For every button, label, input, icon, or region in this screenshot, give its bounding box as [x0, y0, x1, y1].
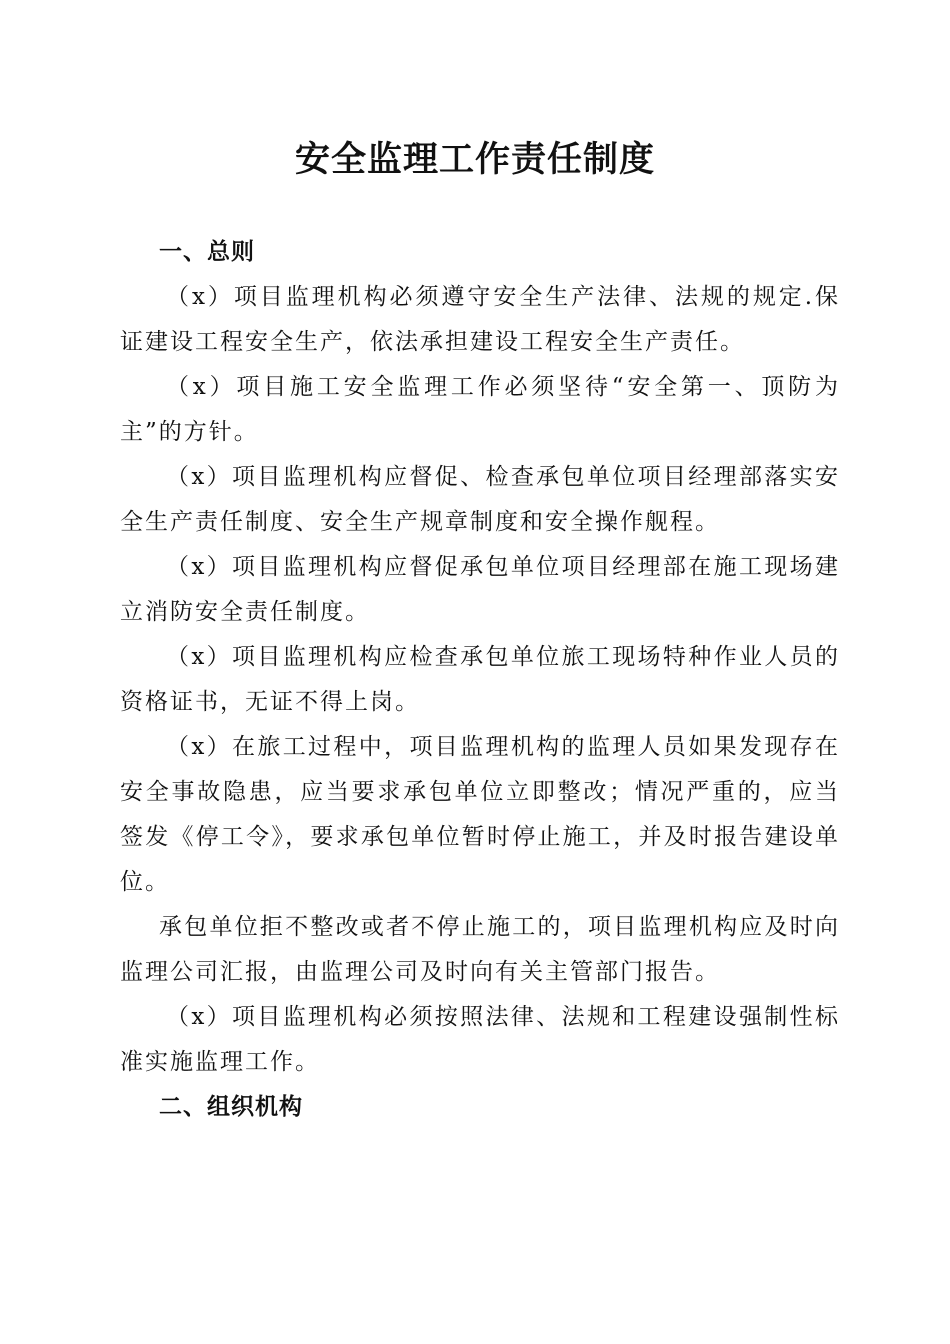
- paragraph-6: （x）在旅工过程中，项目监理机构的监理人员如果发现存在安全事故隐患，应当要求承包单位立即整改；情况严重的，应当签发《停工令》，要求承包单位暂时停止施工，并及时报告建设单位。: [120, 734, 840, 895]
- paragraph-7: 承包单位拒不整改或者不停止施工的，项目监理机构应及时向监理公司汇报，由监理公司及时向有关主管部门报告。: [120, 914, 840, 985]
- paragraph-4: （x）项目监理机构应督促承包单位项目经理部在施工现场建立消防安全责任制度。: [120, 554, 840, 625]
- section-heading-organization: 二、组织机构: [159, 1094, 303, 1120]
- paragraph-1: （x）项目监理机构必须遵守安全生产法律、法规的规定.保证建设工程安全生产，依法承担建设工程安全生产责任。: [120, 284, 840, 355]
- paragraph-5: （x）项目监理机构应检查承包单位旅工现场特种作业人员的资格证书，无证不得上岗。: [120, 644, 840, 715]
- section-heading-general: 一、总则: [159, 239, 255, 265]
- document-body: [120, 230, 840, 1130]
- page-title: 安全监理工作责任制度: [294, 139, 655, 180]
- paragraph-8: （x）项目监理机构必须按照法律、法规和工程建设强制性标准实施监理工作。: [120, 1004, 840, 1075]
- paragraph-3: （x）项目监理机构应督促、检查承包单位项目经理部落实安全生产责任制度、安全生产规章制度和安全操作舰程。: [120, 464, 840, 535]
- paragraph-2: （x）项目施工安全监理工作必须坚待“安全第一、顶防为主”的方针。: [120, 374, 840, 445]
